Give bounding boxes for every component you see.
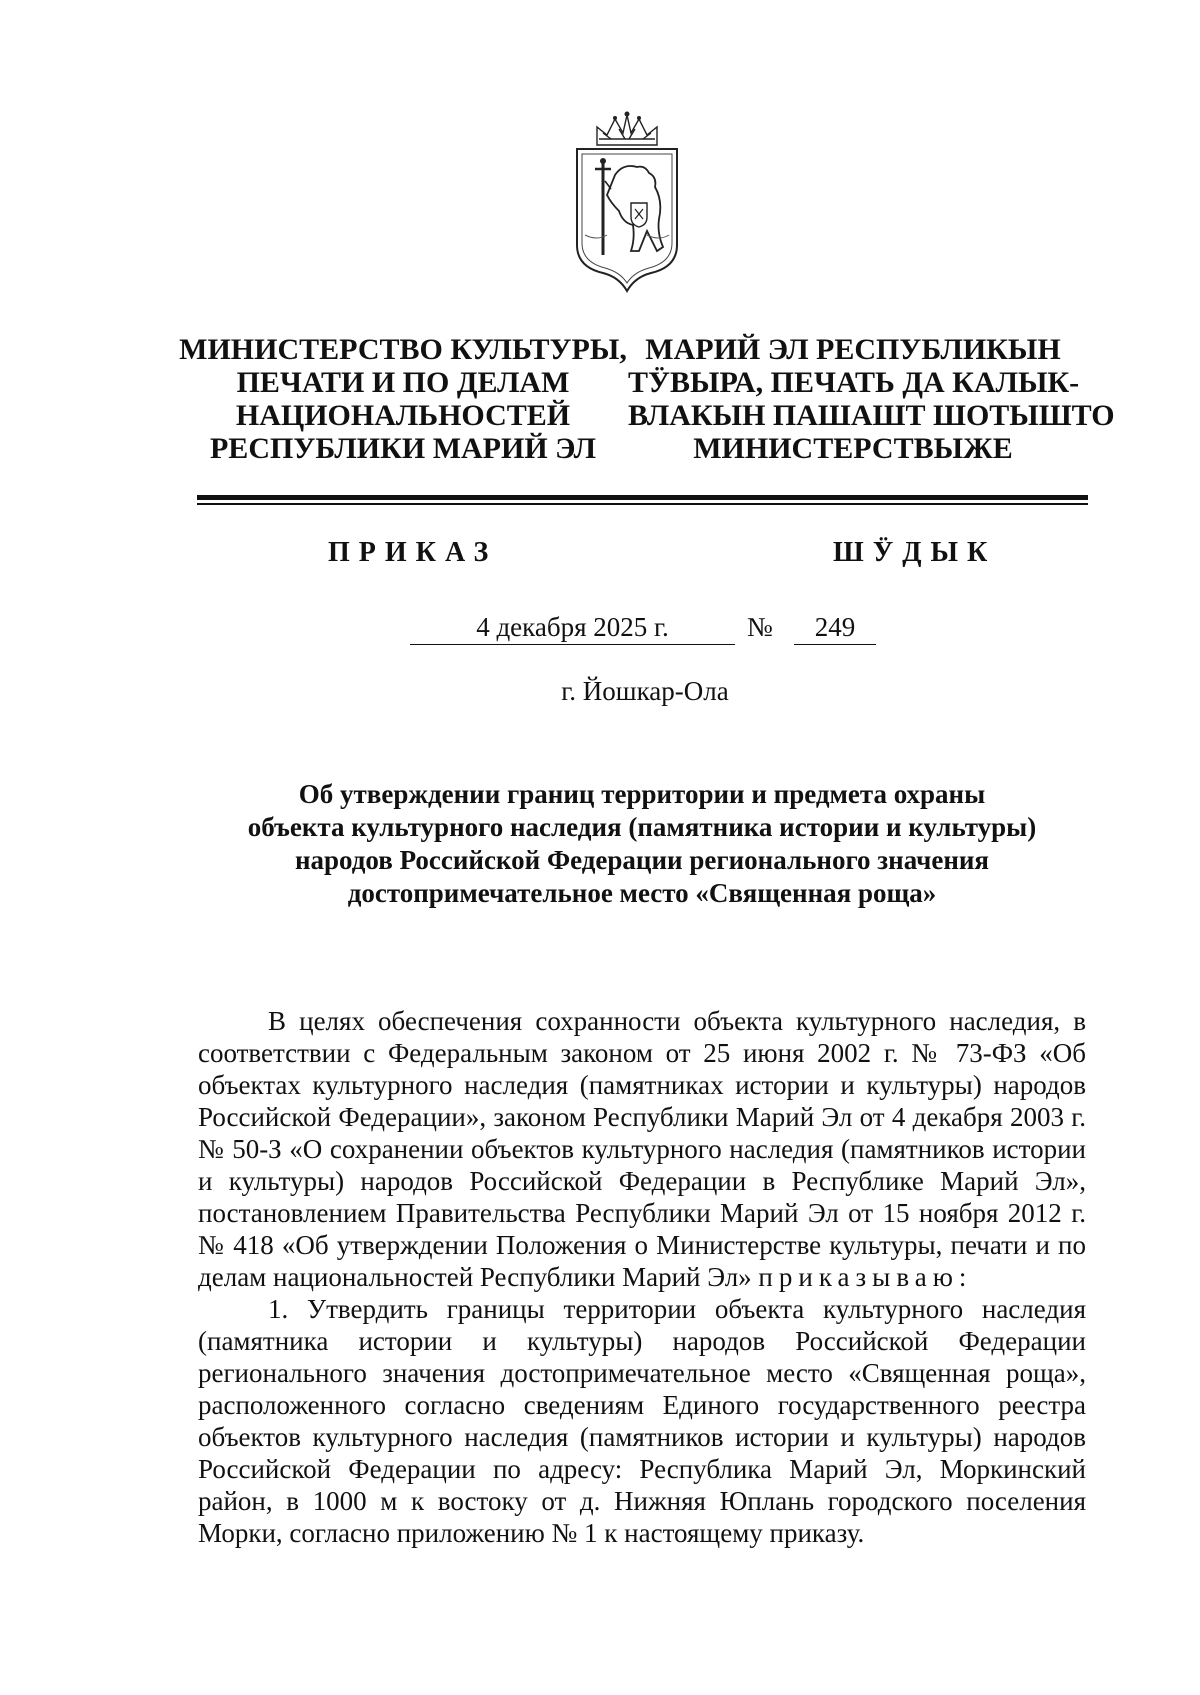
header-line: ВЛАКЫН ПАШАШТ ШОТЫШТО — [628, 399, 1115, 432]
ministry-name-russian — [178, 333, 628, 465]
header-line: МИНИСТЕРСТВЫЖЕ — [693, 432, 1013, 465]
header-line: РЕСПУБЛИКИ МАРИЙ ЭЛ — [209, 432, 596, 465]
order-number: 249 — [794, 612, 876, 645]
title-line: народов Российской Федерации регионального значения — [294, 845, 990, 875]
order-directive: приказываю: — [758, 1262, 973, 1292]
title-line: объекта культурного наследия (памятника истории и культуры) — [247, 812, 1037, 842]
order-word-mari: ШӰДЫК — [833, 537, 997, 568]
header-line: НАЦИОНАЛЬНОСТЕЙ — [235, 399, 571, 432]
body-paragraph: 1. Утвердить границы территории объекта культурного наследия (памятника истории и культуры) народов Российской Федерации регионального значения достопримечательное место «Священная роща», расположенного согласно сведениям Единого государственного реестра объектов культурного наследия (памятников истории и культуры) народов Российской Федерации по адресу: Республика Марий Эл, Моркинский район, в 1000 м к востоку от д. Нижняя Юплань городского поселения Морки, согласно приложению № 1 к настоящему приказу. — [198, 1294, 1086, 1548]
header-line: МАРИЙ ЭЛ РЕСПУБЛИКЫН — [645, 333, 1061, 366]
header-divider-thin — [197, 503, 1088, 505]
document-title — [198, 778, 1086, 910]
order-word-russian: ПРИКАЗ — [328, 537, 498, 568]
ministry-name-mari — [628, 333, 1115, 465]
body-paragraph-text: В целях обеспечения сохранности объекта культурного наследия, в соответствии с Федеральным законом от 25 июня 2002 г. № 73-ФЗ «Об объектах культурного наследия (памятниках истории и культуры) народов Российской Федерации», законом Республики Марий Эл от 4 декабря 2003 г. № 50-З «О сохранении объектов культурного наследия (памятников истории и культуры) народов Российской Федерации в Республике Марий Эл», постановлением Правительства Республики Марий Эл от 15 ноября 2012 г. № 418 «Об утверждении Положения о Министерстве культуры, печати и по делам национальностей Республики Марий Эл» — [198, 1006, 1086, 1292]
document-body — [198, 1005, 1086, 1549]
header-line: МИНИСТЕРСТВО КУЛЬТУРЫ, — [179, 333, 627, 366]
header-divider-thick — [197, 495, 1088, 500]
body-paragraph — [198, 1005, 1086, 1293]
order-city: г. Йошкар-Ола — [561, 676, 729, 706]
header-line: ТӰВЫРА, ПЕЧАТЬ ДА КАЛЫК- — [628, 366, 1080, 399]
order-date: 4 декабря 2025 г. — [410, 612, 735, 645]
coat-of-arms-mari-el-icon — [567, 105, 687, 305]
order-number-sign: № — [747, 612, 773, 642]
title-line: Об утверждении границ территории и предмета охраны — [298, 779, 986, 809]
header-line: ПЕЧАТИ И ПО ДЕЛАМ — [236, 366, 570, 399]
title-line: достопримечательное место «Священная роща» — [347, 878, 937, 908]
